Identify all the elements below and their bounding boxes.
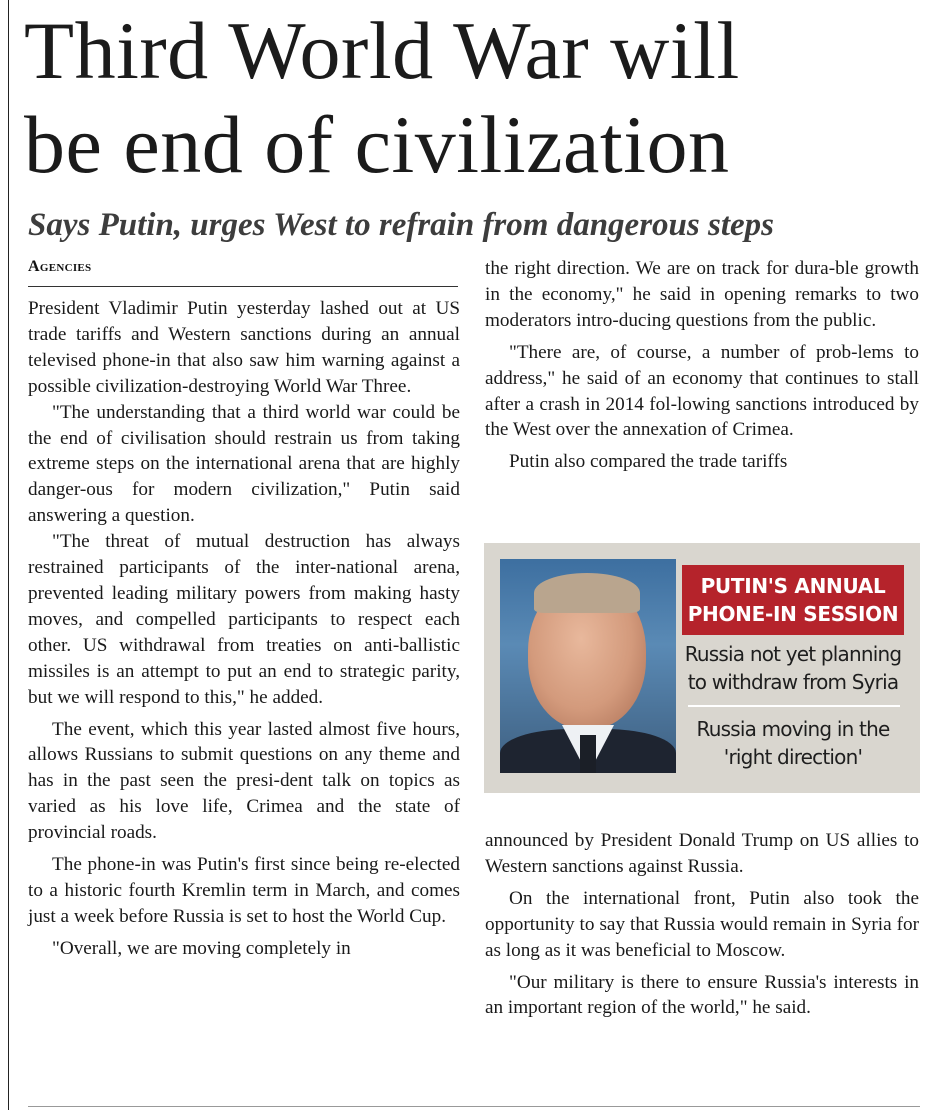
byline: Agencies <box>28 258 458 287</box>
putin-photo <box>500 559 676 773</box>
infobox-divider <box>688 705 900 707</box>
headline <box>24 4 924 192</box>
infobox <box>484 543 920 793</box>
hair-shape <box>534 573 640 613</box>
article-column-right-top <box>485 256 919 475</box>
paragraph: the right direction. We are on track for dura-ble growth in the economy," he said in opening remarks to two moderators intro-ducing questions from the public. <box>485 258 919 331</box>
paragraph: "Overall, we are moving completely in <box>52 937 351 959</box>
paragraph: On the international front, Putin also took the opportunity to say that Russia would remain in Syria for as long as it was beneficial to Moscow. <box>485 887 919 961</box>
headline-line-1: Third World War will <box>24 5 740 96</box>
bottom-rule <box>28 1106 920 1107</box>
paragraph: The event, which this year lasted almost five hours, allows Russians to submit questions on any theme and has in the past seen the presi-dent talk on topics as varied as his love life, Crimea and the state of provincial roads. <box>28 718 460 844</box>
column-rule <box>8 0 9 1110</box>
paragraph: "There are, of course, a number of prob-lems to address," he said of an economy that continues to stall after a crash in 2014 fol-lowing sanctions introduced by the West over the annexation of Crimea. <box>485 341 919 441</box>
subheadline: Says Putin, urges West to refrain from dangerous steps <box>28 207 774 243</box>
headline-line-2: be end of civilization <box>24 99 730 190</box>
paragraph: President Vladimir Putin yesterday lashed out at US trade tariffs and Western sanctions during an annual televised phone-in that also saw him warning against a possible civilization-destroying World War Three. <box>28 298 460 397</box>
infobox-title-text: PUTIN'S ANNUAL PHONE-IN SESSION <box>687 574 899 626</box>
paragraph: announced by President Donald Trump on US allies to Western sanctions against Russia. <box>485 830 919 877</box>
infobox-title <box>682 565 904 635</box>
paragraph: Putin also compared the trade tariffs <box>509 451 788 473</box>
tie-shape <box>580 735 596 773</box>
infobox-item-direction: Russia moving in the 'right direction' <box>696 717 890 769</box>
paragraph: The phone-in was Putin's first since being re-elected to a historic fourth Kremlin term in March, and comes just a week before Russia is set to host the World Cup. <box>28 854 460 927</box>
article-column-left <box>28 296 460 962</box>
paragraph: "The understanding that a third world war could be the end of civilisation should restrain us from taking extreme steps on the international arena that are highly danger-ous for modern civilization," Putin said answering a question. <box>28 401 460 527</box>
article-column-right-bottom <box>485 828 919 1021</box>
paragraph: "The threat of mutual destruction has always restrained participants of the inter-national arena, prevented leading military powers from making hasty moves, and compelled participants to respect each other. US withdrawal from treaties on anti-ballistic missiles is an attempt to put an end to strategic parity, but we will respond to this," he added. <box>28 531 460 708</box>
infobox-item-syria: Russia not yet planning to withdraw from Syria <box>684 642 902 694</box>
paragraph: "Our military is there to ensure Russia's interests in an important region of the world," he said. <box>485 971 919 1019</box>
